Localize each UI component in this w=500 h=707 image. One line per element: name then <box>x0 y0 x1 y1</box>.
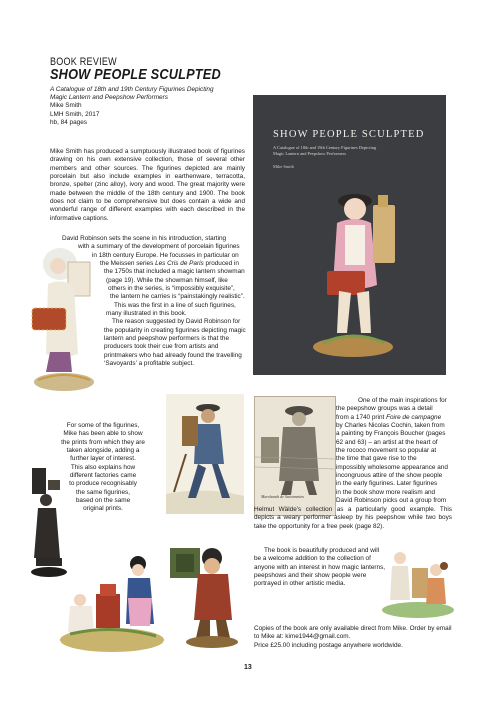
text-line: The reason suggested by David Robinson for <box>112 318 241 326</box>
book-subtitle-line1: A Catalogue of 18th and 19th Century Figurines Depicting <box>50 86 214 93</box>
seated-showman-figurine-image <box>170 540 242 650</box>
text-line: be a welcome addition to the collection of <box>254 555 371 563</box>
text-line: One of the main inspirations for <box>358 397 447 404</box>
book-publisher: LMH Smith, 2017 <box>50 110 100 118</box>
text-line: the peepshow groups was a detail <box>336 405 433 413</box>
cover-author: Mike Smith <box>273 164 294 169</box>
book-cover-image <box>253 95 446 375</box>
text-line: in 18th century Europe. He focusses in particular on <box>92 251 239 259</box>
text-line: incongruous attire of the show people <box>336 472 443 480</box>
cochin-engraving-image <box>254 396 336 516</box>
peepshow-group-figurine-image <box>378 540 458 620</box>
text-line: from a 1740 print Foire de campagne <box>336 413 442 421</box>
text-line: For some of the figurines, <box>66 422 140 429</box>
engraving-illustration <box>255 397 335 497</box>
intro-paragraph: Mike Smith has produced a sumptuously illustrated book of figurines drawing on his own extensive collection, those of several other members and other sources. The figurines depicted are mainly porcelain but also include examples in earthenware, terracotta, bronze, spelter (zinc alloy), ivory and wood. The great majority were made between the middle of the 18th century and 1900. The book does not claim to be comprehensive but does contain a wide and wonderful range of different examples with each described in the informative captions. <box>50 148 245 222</box>
text-line: others in the series, is “impossibly exquisite”, <box>108 285 235 293</box>
book-author: Mike Smith <box>50 102 82 110</box>
text-line: anyone with an interest in how magic lanterns, <box>254 563 386 571</box>
text-line: David Robinson sets the scene in his introduction, starting <box>62 235 227 242</box>
text-line: the same figurines, <box>76 488 130 496</box>
text-line: (page 19). While the showman himself, like <box>106 276 228 284</box>
text-line: printmakers who had already found the travelling <box>104 351 242 359</box>
text-line: to produce recognisably <box>69 480 137 488</box>
book-subtitle-line2: Magic Lantern and Peepshow Performers <box>50 94 168 102</box>
text-line: peepshows and their show people were <box>254 572 367 580</box>
text-line: 62 and 63) – an artist at the heart of <box>336 438 438 446</box>
text-line: taken alongside, adding a <box>66 447 140 455</box>
text-line: a painting by François Boucher (pages <box>336 430 446 438</box>
text-line: in the early figurines. Later figurines <box>336 480 438 488</box>
cover-subtitle-line2: Magic Lantern and Peepshow Performers <box>273 150 346 156</box>
closing-paragraph <box>254 547 394 589</box>
order-text: Copies of the book are only available direct from Mike. Order by email to Mike at: kime1944@gmail.com. <box>254 625 452 641</box>
text-line: based on the same <box>75 497 131 505</box>
text-line: further layer of interest. <box>70 455 136 463</box>
article-title: SHOW PEOPLE SCULPTED <box>50 67 221 83</box>
walde-paragraph: Helmut Wälde’s collection as a particularly good example. This depicts a weary performer asleep by his peepshow while two boys take the opportunity for a free peek (page 82). <box>254 506 452 530</box>
text-line: original prints. <box>83 505 123 513</box>
text-line: in the book show more realism and <box>336 488 436 496</box>
introduction-paragraph <box>48 235 248 369</box>
inspirations-paragraph <box>336 397 452 505</box>
text-line: This was the first in a line of such figurines, <box>114 301 236 309</box>
text-line: portrayed in other artistic media. <box>254 580 346 588</box>
book-metadata <box>50 86 270 127</box>
text-line: the 1750s that included a magic lantern showman <box>104 268 245 276</box>
cover-subtitle-line1: A Catalogue of 18th and 19th Century Figurines Depicting <box>273 145 377 150</box>
cover-title: SHOW PEOPLE SCULPTED <box>273 129 425 140</box>
text-line: the prints from which they are <box>61 438 145 446</box>
text-line: ‘Savoyards’ a profitable subject. <box>104 360 194 368</box>
porcelain-group-figurine-image <box>56 544 166 654</box>
text-line: the rococo movement so popular at <box>336 447 437 455</box>
cover-figurine-illustration <box>253 95 446 375</box>
section-kicker: BOOK REVIEW <box>50 56 117 68</box>
text-line: by Charles Nicolas Cochin, taken from <box>336 422 445 430</box>
text-line: different factories came <box>69 472 137 480</box>
text-line: the time that gave rise to the <box>336 455 417 463</box>
page-number: 13 <box>244 664 252 671</box>
text-line: Mike has been able to show <box>63 430 143 438</box>
text-line: many illustrated in this book. <box>106 310 187 318</box>
text-line: with a summary of the development of porcelain figurines <box>78 243 240 251</box>
text-line: The book is beautifully produced and will <box>264 547 380 554</box>
engraving-caption: Marchands de Savonnettes <box>261 494 304 499</box>
text-line: lantern and peepshow performers is that the <box>104 335 230 343</box>
text-line: impossibly wholesome appearance and <box>336 463 448 471</box>
text-line: producers took their cue from artists and <box>104 343 219 351</box>
price-text: Price £25.00 including postage anywhere worldwide. <box>254 641 403 649</box>
text-line: This also explains how <box>70 463 136 471</box>
order-info <box>254 625 452 650</box>
text-line: David Robinson picks out a group from <box>336 497 447 505</box>
street-performer-print-image <box>166 394 244 514</box>
text-line: the popularity in creating figurines depicting magic <box>104 326 246 334</box>
text-line: the lantern he carries is “painstakingly realistic”. <box>110 293 245 301</box>
text-line: the Meissen series Les Cris de Paris produced in <box>100 260 239 268</box>
book-format: hb, 84 pages <box>50 118 87 126</box>
